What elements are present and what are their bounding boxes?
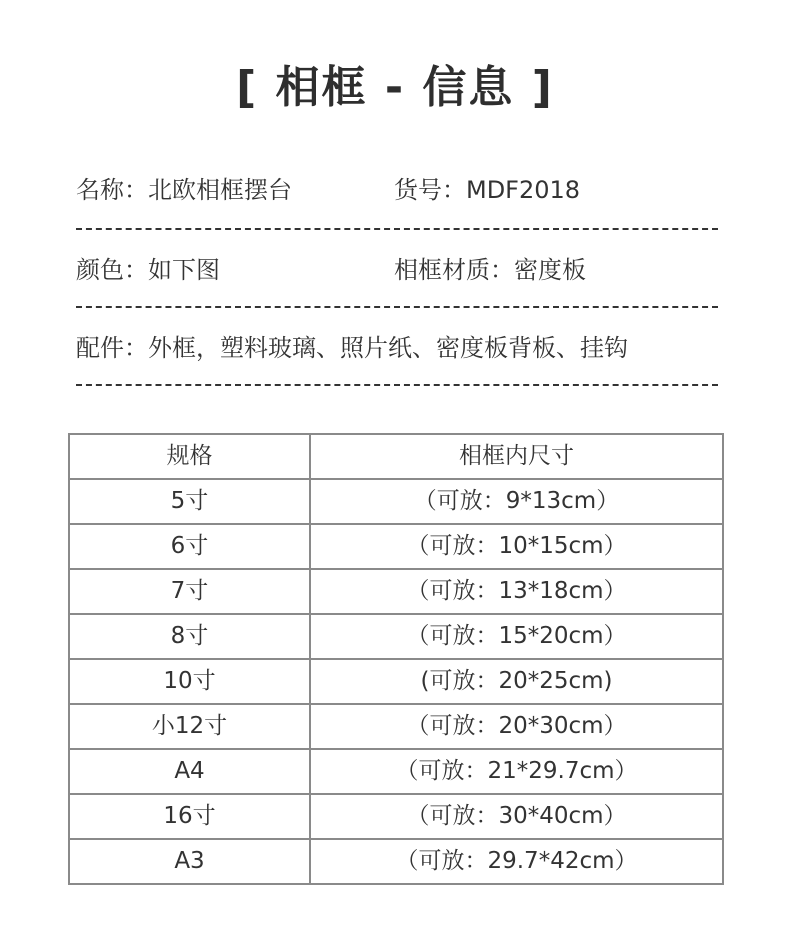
spec-cell: 小12寸 xyxy=(69,704,310,749)
spec-cell: 5寸 xyxy=(69,479,310,524)
spec-cell: 7寸 xyxy=(69,569,310,614)
spec-cell: 8寸 xyxy=(69,614,310,659)
size-cell: (可放：20*25cm) xyxy=(310,659,723,704)
header-inner-size: 相框内尺寸 xyxy=(310,434,723,479)
info-row-name xyxy=(76,150,718,230)
table-row xyxy=(69,839,723,884)
product-item-number: 货号：MDF2018 xyxy=(394,176,581,204)
table-row xyxy=(69,479,723,524)
spec-cell: 6寸 xyxy=(69,524,310,569)
page-title: [ 相框 - 信息 ] xyxy=(236,62,554,113)
size-cell: （可放：13*18cm） xyxy=(310,569,723,614)
info-row-accessories xyxy=(76,308,718,386)
size-cell: （可放：30*40cm） xyxy=(310,794,723,839)
table-row xyxy=(69,704,723,749)
spec-cell: A4 xyxy=(69,749,310,794)
table-header-row xyxy=(69,434,723,479)
table-row xyxy=(69,749,723,794)
table-row xyxy=(69,524,723,569)
table-row xyxy=(69,659,723,704)
product-name: 名称：北欧相框摆台 xyxy=(76,176,292,204)
product-material: 相框材质：密度板 xyxy=(394,256,586,284)
product-accessories: 配件：外框，塑料玻璃、照片纸、密度板背板、挂钩 xyxy=(76,334,628,362)
table-row xyxy=(69,614,723,659)
info-row-color xyxy=(76,230,718,308)
size-cell: （可放：20*30cm） xyxy=(310,704,723,749)
spec-cell: A3 xyxy=(69,839,310,884)
table-row xyxy=(69,794,723,839)
size-cell: （可放：9*13cm） xyxy=(310,479,723,524)
size-spec-table xyxy=(68,433,724,885)
header-spec: 规格 xyxy=(69,434,310,479)
size-cell: （可放：15*20cm） xyxy=(310,614,723,659)
table-row xyxy=(69,569,723,614)
size-cell: （可放：29.7*42cm） xyxy=(310,839,723,884)
product-info xyxy=(76,150,718,386)
spec-cell: 10寸 xyxy=(69,659,310,704)
size-cell: （可放：10*15cm） xyxy=(310,524,723,569)
product-color: 颜色：如下图 xyxy=(76,256,220,284)
spec-cell: 16寸 xyxy=(69,794,310,839)
size-cell: （可放：21*29.7cm） xyxy=(310,749,723,794)
